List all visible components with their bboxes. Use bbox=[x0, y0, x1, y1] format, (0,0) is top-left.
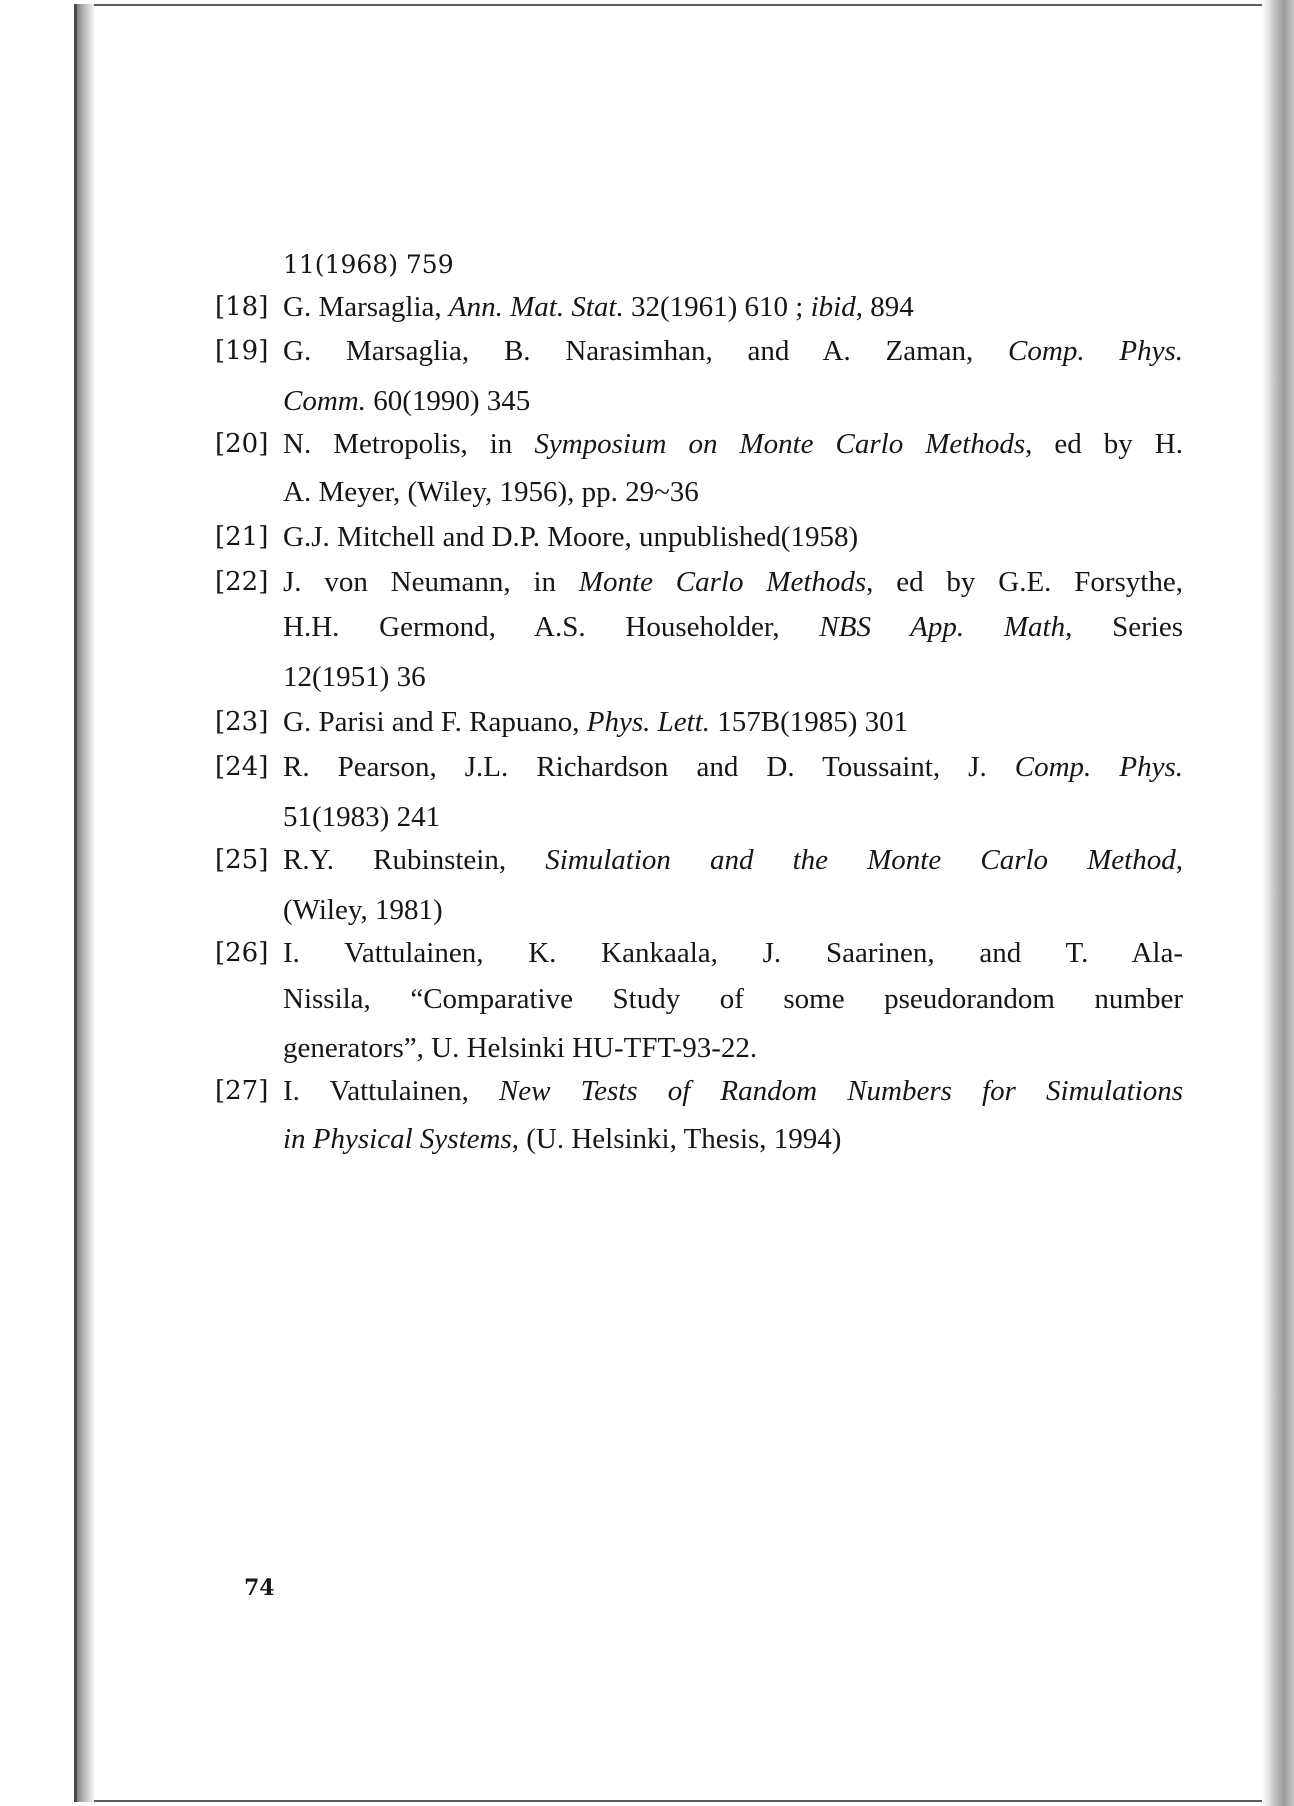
reference-line: G. Marsaglia, B. Narasimhan, and A. Zaman, Comp. Phys. bbox=[283, 335, 1183, 367]
reference-label: [19] bbox=[215, 336, 269, 366]
reference-text: G. Marsaglia, Ann. Mat. Stat. 32(1961) 610 ; ibid, 894 bbox=[283, 291, 914, 323]
reference-line: R.Y. Rubinstein, Simulation and the Monte Carlo Method, bbox=[283, 844, 1183, 876]
reference-line: I. Vattulainen, K. Kankaala, J. Saarinen, and T. Ala- bbox=[283, 937, 1183, 969]
reference-line: 51(1983) 241 bbox=[283, 801, 441, 833]
reference-label: [18] bbox=[215, 292, 269, 322]
reference-19-line-2 bbox=[283, 384, 530, 418]
reference-label: [25] bbox=[215, 845, 269, 875]
reference-line: 11(1968) 759 bbox=[283, 250, 454, 279]
reference-22-line-3 bbox=[283, 660, 426, 694]
reference-line: Comm. 60(1990) 345 bbox=[283, 385, 531, 417]
reference-line: N. Metropolis, in Symposium on Monte Carlo Methods, ed by H. bbox=[283, 428, 1183, 460]
reference-26-line-3 bbox=[283, 1031, 757, 1065]
reference-line: G. Parisi and F. Rapuano, Phys. Lett. 157B(1985) 301 bbox=[283, 706, 909, 738]
reference-22-line-2 bbox=[283, 610, 1183, 644]
reference-line: (Wiley, 1981) bbox=[283, 894, 443, 926]
reference-26-line-2 bbox=[283, 982, 1183, 1016]
reference-line: Nissila, “Comparative Study of some pseudorandom number bbox=[283, 983, 1183, 1015]
reference-17-continuation bbox=[283, 247, 454, 282]
reference-line: generators”, U. Helsinki HU-TFT-93-22. bbox=[283, 1032, 758, 1064]
page-number: 74 bbox=[244, 1575, 275, 1601]
reference-24-line-2 bbox=[283, 800, 440, 834]
reference-line: H.H. Germond, A.S. Householder, NBS App. Math, Series bbox=[283, 611, 1183, 643]
reference-line: A. Meyer, (Wiley, 1956), pp. 29~36 bbox=[283, 476, 699, 508]
reference-line: G.J. Mitchell and D.P. Moore, unpublished(1958) bbox=[283, 521, 859, 553]
reference-label: [21] bbox=[215, 522, 269, 552]
book-spine-edge bbox=[74, 4, 77, 1802]
reference-label: [22] bbox=[215, 567, 269, 597]
reference-25-line-2 bbox=[283, 893, 443, 927]
reference-label: [27] bbox=[215, 1076, 269, 1106]
reference-27-line-2 bbox=[283, 1122, 841, 1156]
reference-line bbox=[283, 290, 914, 324]
page-edge-shadow bbox=[1262, 0, 1294, 1806]
reference-line: J. von Neumann, in Monte Carlo Methods, ed by G.E. Forsythe, bbox=[283, 566, 1183, 598]
reference-line: in Physical Systems, (U. Helsinki, Thesis, 1994) bbox=[283, 1123, 842, 1155]
reference-line: R. Pearson, J.L. Richardson and D. Toussaint, J. Comp. Phys. bbox=[283, 751, 1183, 783]
book-spine bbox=[74, 4, 94, 1802]
reference-line: 12(1951) 36 bbox=[283, 661, 426, 693]
reference-label: [26] bbox=[215, 938, 269, 968]
reference-label: [24] bbox=[215, 752, 269, 782]
page-sheet bbox=[94, 4, 1270, 1802]
reference-label: [23] bbox=[215, 707, 269, 737]
reference-line: I. Vattulainen, New Tests of Random Numbers for Simulations bbox=[283, 1075, 1183, 1107]
reference-label: [20] bbox=[215, 429, 269, 459]
reference-20-line-2 bbox=[283, 475, 699, 509]
